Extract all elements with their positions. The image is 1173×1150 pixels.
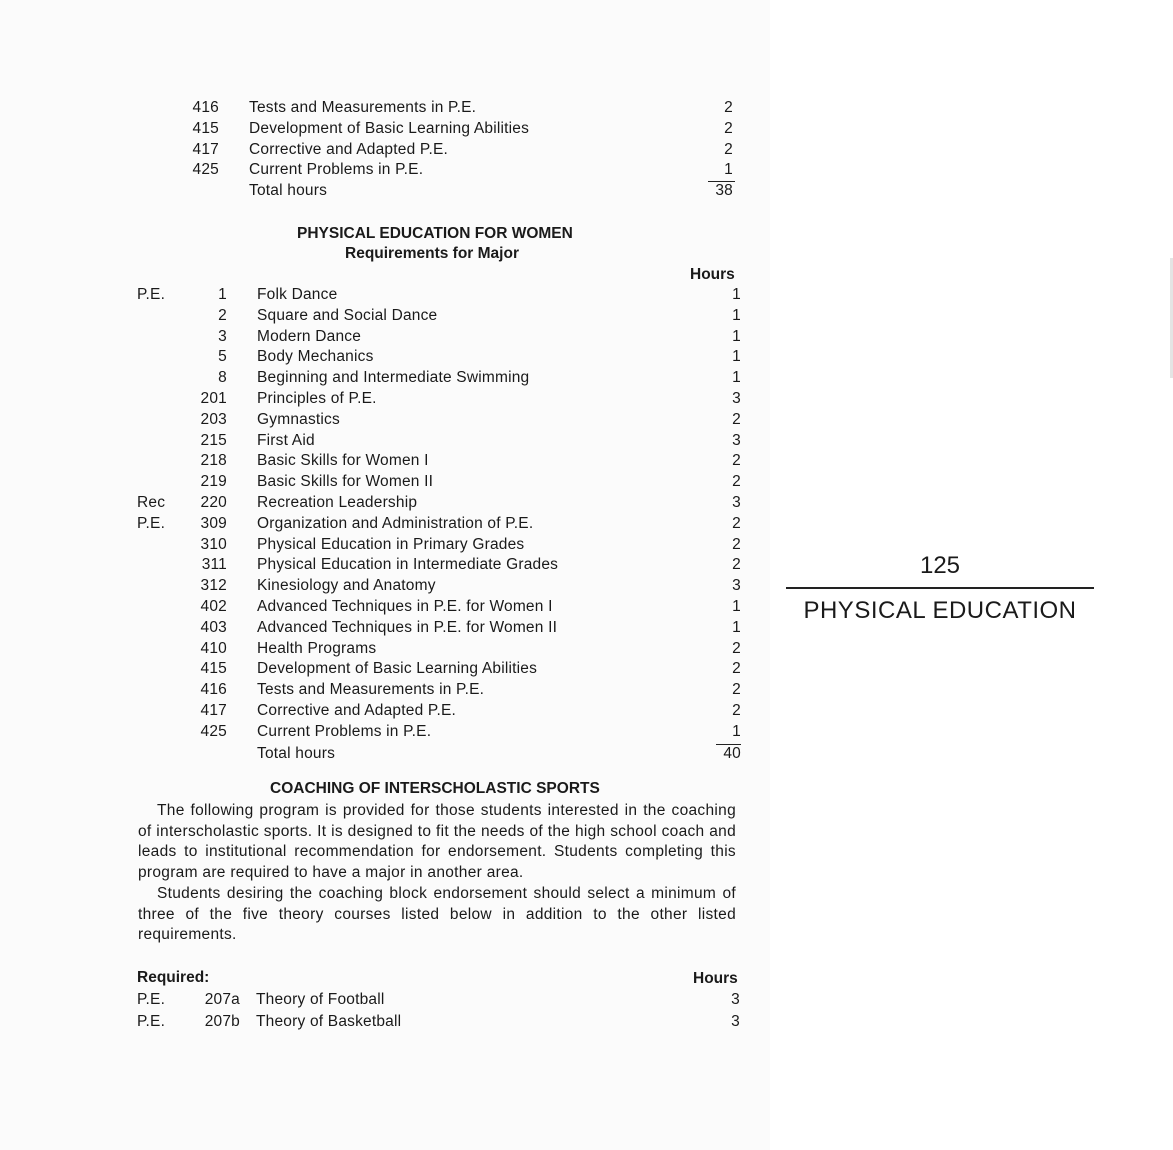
course-number: 3 xyxy=(218,327,227,345)
course-row xyxy=(0,451,760,471)
total-leader xyxy=(249,181,711,201)
course-title-leader xyxy=(256,990,724,1010)
course-title: Development of Basic Learning Abilities xyxy=(249,120,530,137)
course-title-leader xyxy=(257,535,725,555)
course-hours: 1 xyxy=(732,618,741,636)
course-hours: 1 xyxy=(732,327,741,345)
course-row xyxy=(0,493,760,513)
course-title: Corrective and Adapted P.E. xyxy=(249,141,448,158)
course-title: Physical Education in Primary Grades xyxy=(257,535,525,553)
course-hours: 2 xyxy=(732,639,741,657)
course-row xyxy=(0,1012,760,1032)
course-number: 417 xyxy=(192,141,219,158)
course-title: Advanced Techniques in P.E. for Women II xyxy=(257,618,558,636)
course-hours: 3 xyxy=(732,494,741,511)
course-row xyxy=(0,160,760,180)
course-number: 2 xyxy=(218,306,227,324)
course-number: 218 xyxy=(200,452,227,470)
course-title: Beginning and Intermediate Swimming xyxy=(257,369,530,387)
course-row xyxy=(0,285,760,305)
course-title: Modern Dance xyxy=(257,327,362,345)
required-label: Required: xyxy=(137,969,210,986)
course-title: Recreation Leadership xyxy=(257,494,418,511)
total-label: Total hours xyxy=(257,745,336,762)
course-number: 201 xyxy=(200,390,227,407)
course-title-leader xyxy=(257,347,725,367)
course-row xyxy=(0,368,760,388)
course-title: First Aid xyxy=(257,431,315,449)
total-leader xyxy=(257,744,719,764)
course-row xyxy=(0,597,760,617)
course-title: Current Problems in P.E. xyxy=(249,161,424,178)
course-prefix: P.E. xyxy=(137,1013,166,1030)
hours-header: Hours xyxy=(690,266,735,283)
coaching-description xyxy=(138,801,736,946)
course-number: 219 xyxy=(200,473,227,491)
course-number: 1 xyxy=(218,286,227,303)
course-number: 410 xyxy=(200,639,227,657)
course-hours: 1 xyxy=(732,348,741,366)
course-title: Physical Education in Intermediate Grades xyxy=(257,556,559,574)
course-row xyxy=(0,555,760,575)
course-title-leader xyxy=(257,472,725,492)
course-title-leader xyxy=(257,368,725,388)
course-row xyxy=(0,701,760,721)
course-prefix: P.E. xyxy=(137,514,166,532)
course-hours: 3 xyxy=(732,577,741,595)
course-title-leader xyxy=(257,389,725,409)
course-number: 416 xyxy=(200,681,227,699)
course-title-leader xyxy=(257,285,725,305)
course-title-leader xyxy=(257,680,725,700)
coaching-paragraph-2: Students desiring the coaching block endorsement should select a minimum of three of the five theory courses listed below in addition to the other listed requirements. xyxy=(138,884,736,944)
course-row xyxy=(0,514,760,534)
women-subheading: Requirements for Major xyxy=(345,245,519,262)
course-hours: 1 xyxy=(732,369,741,387)
course-hours: 2 xyxy=(724,120,733,137)
course-hours: 3 xyxy=(731,991,740,1008)
course-hours: 1 xyxy=(724,161,733,178)
course-title: Gymnastics xyxy=(257,410,340,428)
course-hours: 2 xyxy=(732,702,741,719)
course-number: 425 xyxy=(192,161,219,178)
course-hours: 2 xyxy=(732,660,741,678)
course-hours: 2 xyxy=(732,514,741,532)
course-row xyxy=(0,722,760,742)
course-prefix: P.E. xyxy=(137,286,166,303)
course-title-leader xyxy=(249,98,717,118)
course-title: Organization and Administration of P.E. xyxy=(257,514,534,532)
course-title: Tests and Measurements in P.E. xyxy=(257,681,485,699)
course-title-leader xyxy=(249,140,717,160)
course-hours: 2 xyxy=(732,535,741,553)
course-title: Square and Social Dance xyxy=(257,306,438,324)
course-row xyxy=(0,472,760,492)
total-label: Total hours xyxy=(249,182,328,199)
course-row xyxy=(0,119,760,139)
course-title-leader xyxy=(257,576,725,596)
course-row xyxy=(0,680,760,700)
course-number: 417 xyxy=(200,702,227,719)
total-row xyxy=(0,744,760,764)
course-number: 207a xyxy=(204,991,240,1008)
course-title-leader xyxy=(257,659,725,679)
course-title: Development of Basic Learning Abilities xyxy=(257,660,538,678)
course-number: 309 xyxy=(200,514,227,532)
course-hours: 2 xyxy=(732,681,741,699)
course-title-leader xyxy=(256,1012,724,1032)
course-title: Basic Skills for Women I xyxy=(257,452,429,470)
total-row xyxy=(0,181,760,201)
course-title-leader xyxy=(257,597,725,617)
course-row xyxy=(0,327,760,347)
course-row xyxy=(0,347,760,367)
course-hours: 1 xyxy=(732,722,741,740)
course-row xyxy=(0,431,760,451)
course-title-leader xyxy=(257,410,725,430)
course-number: 5 xyxy=(218,348,227,366)
course-row xyxy=(0,98,760,118)
course-hours: 2 xyxy=(724,99,733,116)
course-title: Health Programs xyxy=(257,639,377,657)
course-title-leader xyxy=(257,701,725,721)
course-hours: 3 xyxy=(732,431,741,449)
course-title-leader xyxy=(257,327,725,347)
section-title: PHYSICAL EDUCATION xyxy=(803,597,1077,624)
course-number: 402 xyxy=(200,598,227,615)
course-title: Body Mechanics xyxy=(257,348,374,366)
course-title: Tests and Measurements in P.E. xyxy=(249,99,477,116)
course-title: Kinesiology and Anatomy xyxy=(257,577,436,595)
course-title-leader xyxy=(257,451,725,471)
course-number: 215 xyxy=(200,431,227,449)
course-hours: 3 xyxy=(732,390,741,407)
total-hours: 40 xyxy=(723,745,741,762)
total-hours: 38 xyxy=(715,182,733,199)
course-row xyxy=(0,639,760,659)
course-title: Folk Dance xyxy=(257,286,338,303)
course-hours: 1 xyxy=(732,306,741,324)
course-number: 425 xyxy=(200,722,227,740)
course-row xyxy=(0,659,760,679)
course-title-leader xyxy=(257,618,725,638)
course-title-leader xyxy=(257,514,725,534)
course-title-leader xyxy=(249,160,717,180)
course-title-leader xyxy=(257,493,725,513)
women-heading: PHYSICAL EDUCATION FOR WOMEN xyxy=(297,225,573,242)
course-title: Advanced Techniques in P.E. for Women I xyxy=(257,598,553,615)
course-hours: 2 xyxy=(732,556,741,574)
course-row xyxy=(0,990,760,1010)
course-title-leader xyxy=(257,722,725,742)
coaching-heading: COACHING OF INTERSCHOLASTIC SPORTS xyxy=(270,780,600,797)
course-title: Principles of P.E. xyxy=(257,390,377,407)
course-row xyxy=(0,410,760,430)
course-hours: 2 xyxy=(732,452,741,470)
course-title-leader xyxy=(257,431,725,451)
course-hours: 1 xyxy=(732,286,741,303)
course-title: Theory of Football xyxy=(256,991,385,1008)
course-number: 203 xyxy=(200,410,227,428)
course-number: 415 xyxy=(200,660,227,678)
course-title: Theory of Basketball xyxy=(256,1013,402,1030)
course-prefix: Rec xyxy=(137,494,166,511)
course-title-leader xyxy=(257,306,725,326)
course-hours: 2 xyxy=(732,410,741,428)
course-row xyxy=(0,618,760,638)
course-number: 312 xyxy=(200,577,227,595)
course-row xyxy=(0,389,760,409)
course-title-leader xyxy=(257,639,725,659)
course-row xyxy=(0,576,760,596)
course-row xyxy=(0,535,760,555)
course-number: 415 xyxy=(192,120,219,137)
course-number: 220 xyxy=(200,494,227,511)
course-number: 207b xyxy=(204,1013,240,1030)
page-number: 125 xyxy=(919,552,961,579)
course-title-leader xyxy=(249,119,717,139)
course-title: Basic Skills for Women II xyxy=(257,473,434,491)
course-hours: 1 xyxy=(732,598,741,615)
course-hours: 3 xyxy=(731,1013,740,1030)
course-title: Corrective and Adapted P.E. xyxy=(257,702,456,719)
course-title: Current Problems in P.E. xyxy=(257,722,432,740)
course-title-leader xyxy=(257,555,725,575)
course-row xyxy=(0,140,760,160)
course-row xyxy=(0,306,760,326)
course-number: 8 xyxy=(218,369,227,387)
course-number: 311 xyxy=(201,556,227,574)
course-number: 416 xyxy=(192,99,219,116)
course-number: 403 xyxy=(200,618,227,636)
course-hours: 2 xyxy=(732,473,741,491)
course-hours: 2 xyxy=(724,141,733,158)
sidebar-rule xyxy=(786,587,1094,589)
course-number: 310 xyxy=(200,535,227,553)
coaching-hours-header: Hours xyxy=(693,970,738,987)
coaching-paragraph-1: The following program is provided for those students interested in the coaching of interscholastic sports. It is designed to fit the needs of the high school coach and leads to institutional recommendation for endorsement. Students completing this program are required to have a major in another area. xyxy=(138,802,736,882)
course-prefix: P.E. xyxy=(137,991,166,1008)
